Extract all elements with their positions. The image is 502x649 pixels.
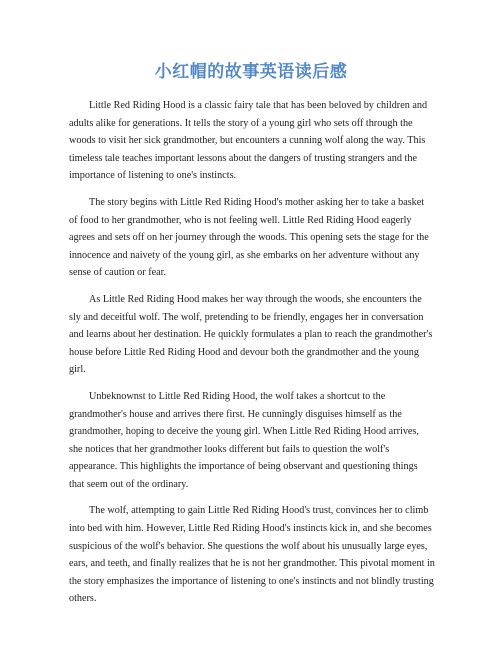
document-body bbox=[69, 97, 435, 617]
paragraph-2: The story begins with Little Red Riding Hood's mother asking her to take a basket of food to her grandmother, who is not feeling well. Little Red Riding Hood eagerly agrees and sets off on her journey through the woods. This opening sets the stage for the innocence and naivety of the young girl, as she embarks on her adventure without any sense of caution or fear. bbox=[69, 196, 429, 279]
paragraph-1: Little Red Riding Hood is a classic fairy tale that has been beloved by children and adults alike for generations. It tells the story of a young girl who sets off through the woods to visit her sick grandmother, but encounters a cunning wolf along the way. This timeless tale teaches important lessons about the dangers of trusting strangers and the importance of listening to one's instincts. bbox=[69, 100, 428, 182]
paragraph-5: The wolf, attempting to gain Little Red Riding Hood's trust, convinces her to climb into bed with him. However, Little Red Riding Hood's instincts kick in, and she becomes suspicious of the wolf's behavior. She questions the wolf about his unusually large eyes, ears, and teeth, and finally realizes that he is not her grandmother. This pivotal moment in the story emphasizes the importance of listening to one's instincts and not blindly trusting others. bbox=[69, 505, 435, 605]
paragraph-3: As Little Red Riding Hood makes her way through the woods, she encounters the sly and deceitful wolf. The wolf, pretending to be friendly, engages her in conversation and learns about her destination. He quickly formulates a plan to reach the grandmother's house before Little Red Riding Hood and devour both the grandmother and the young girl. bbox=[69, 293, 433, 376]
document-title: 小红帽的故事英语读后感 bbox=[154, 62, 348, 82]
paragraph-4: Unbeknownst to Little Red Riding Hood, the wolf takes a shortcut to the grandmother's house and arrives there first. He cunningly disguises himself as the grandmother, hoping to deceive the young girl. When Little Red Riding Hood arrives, she notices that her grandmother looks different but fails to question the wolf's appearance. This highlights the importance of being observant and questioning things that seem out of the ordinary. bbox=[69, 390, 419, 490]
